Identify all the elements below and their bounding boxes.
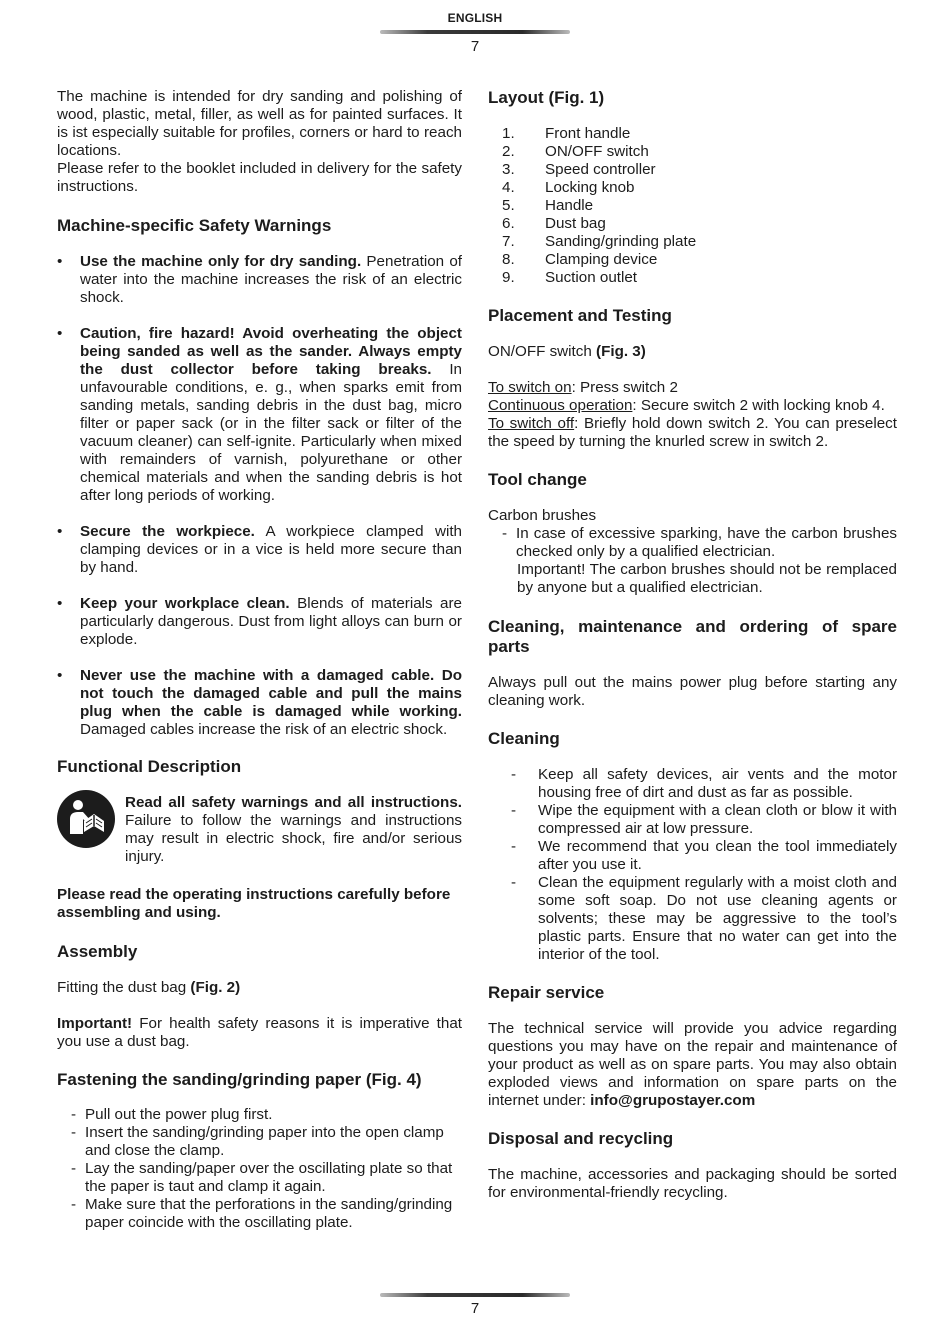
list-item-text: Locking knob <box>545 179 635 196</box>
safety-bullet-dry-sanding <box>57 253 462 307</box>
list-item <box>488 838 897 874</box>
dash-glyph: - <box>511 766 517 783</box>
list-item-text: Insert the sanding/grinding paper into the open clamp and close the clamp. <box>85 1124 444 1159</box>
important-label: Important! <box>57 1015 133 1032</box>
list-item-number: 1. <box>502 125 515 142</box>
safety-bullet-secure-workpiece <box>57 523 462 577</box>
list-item-text: Pull out the power plug first. <box>85 1106 273 1123</box>
onoff-figure-ref: (Fig. 3) <box>596 343 646 360</box>
safety-warnings-heading: Machine-specific Safety Warnings <box>57 216 332 235</box>
list-item <box>488 197 897 215</box>
repair-service-heading: Repair service <box>488 983 605 1002</box>
repair-service-body: The technical service will provide you advice regarding questions you may have on the repair and maintenance of your product as well as on spare parts. You may also obtain exploded views and information on spare parts on the internet under: <box>488 1020 897 1109</box>
operating-instructions-note: Please read the operating instructions carefully before assembling and using. <box>57 886 451 921</box>
list-item-text: Suction outlet <box>545 269 638 286</box>
list-item <box>488 233 897 251</box>
list-item-number: 4. <box>502 179 515 196</box>
header-page-number: 7 <box>470 38 480 55</box>
list-item-text: Dust bag <box>545 215 606 232</box>
repair-service-email: info@grupostayer.com <box>590 1092 756 1109</box>
bullet-glyph: • <box>57 325 63 342</box>
list-item <box>57 1160 462 1196</box>
bullet-glyph: • <box>57 667 63 684</box>
bullet-bold-text: Use the machine only for dry sanding. <box>80 253 362 270</box>
bullet-text: In unfavourable conditions, e. g., when sparks emit from sanding metals, sanding debris in the dust bag, micro filter or paper sack (or in the filter sack or filter of the vacuum cleaner) can self-ignite. Particularly when mixed with remainders of varnish, polyurethane or other chemical materials and when the sanding debris is hot after long periods of working. <box>80 361 462 504</box>
continuous-operation-line <box>488 397 897 415</box>
list-item-number: 6. <box>502 215 515 232</box>
read-manual-icon <box>57 790 115 848</box>
list-item-number: 2. <box>502 143 515 160</box>
onoff-switch-text: ON/OFF switch <box>488 343 597 360</box>
list-item <box>488 251 897 269</box>
bullet-glyph: • <box>57 523 63 540</box>
bullet-bold-text: Keep your workplace clean. <box>80 595 290 612</box>
layout-heading: Layout (Fig. 1) <box>488 88 605 107</box>
switch-on-label: To switch on <box>488 379 572 396</box>
list-item <box>57 1196 462 1232</box>
disposal-recycling-text: The machine, accessories and packaging should be sorted for environmental-friendly recycling. <box>488 1166 897 1201</box>
footer-rule <box>380 1293 570 1297</box>
list-item-text: Handle <box>545 197 594 214</box>
list-item-text: Wipe the equipment with a clean cloth or blow it with compressed air at low pressure. <box>538 802 897 837</box>
intro-paragraph: The machine is intended for dry sanding and polishing of wood, plastic, metal, filler, as well as for painted surfaces. It is ist especially suitable for profiles, corners or hard to reach locations. <box>57 88 462 159</box>
list-item <box>488 215 897 233</box>
cleaning-maintenance-text: Always pull out the mains power plug before starting any cleaning work. <box>488 674 897 709</box>
layout-parts-list <box>488 125 897 287</box>
dust-bag-figure-ref: (Fig. 2) <box>190 979 241 996</box>
bullet-text: Damaged cables increase the risk of an electric shock. <box>80 721 448 738</box>
fastening-steps-list <box>57 1106 462 1232</box>
warning-text: Failure to follow the warnings and instructions may result in electric shock, fire and/or serious injury. <box>125 812 462 865</box>
list-item-text: Speed controller <box>545 161 656 178</box>
list-item-number: 7. <box>502 233 515 250</box>
right-column <box>488 88 897 1202</box>
safety-bullet-fire-hazard <box>57 325 462 505</box>
warning-bold-text: Read all safety warnings and all instructions. <box>125 794 462 811</box>
left-column <box>57 88 462 1232</box>
list-item <box>488 161 897 179</box>
cleaning-heading: Cleaning <box>488 729 560 748</box>
list-item-text: Clamping device <box>545 251 658 268</box>
switch-off-text: : Briefly hold down switch 2. You can preselect the speed by turning the knurled screw in switch 2. <box>488 415 897 450</box>
placement-testing-heading: Placement and Testing <box>488 306 672 325</box>
onoff-switch-line <box>488 343 897 361</box>
list-item-number: 8. <box>502 251 515 268</box>
bullet-glyph: • <box>57 253 63 270</box>
functional-description-heading: Functional Description <box>57 757 242 776</box>
dash-glyph: - <box>71 1160 77 1177</box>
list-item-text: Make sure that the perforations in the sanding/grinding paper coincide with the oscillating plate. <box>85 1196 453 1231</box>
assembly-heading: Assembly <box>57 942 138 961</box>
important-text: For health safety reasons it is imperative that you use a dust bag. <box>57 1015 462 1050</box>
list-item-text: We recommend that you clean the tool immediately after you use it. <box>538 838 897 873</box>
dust-bag-line <box>57 979 462 997</box>
disposal-recycling-heading: Disposal and recycling <box>488 1129 674 1148</box>
fastening-paper-heading: Fastening the sanding/grinding paper (Fig. 4) <box>57 1070 422 1089</box>
dash-glyph: - <box>511 802 517 819</box>
dash-glyph: - <box>511 874 517 891</box>
header-language: ENGLISH <box>447 11 503 25</box>
list-item-number: 5. <box>502 197 515 214</box>
bullet-text: Blends of materials are particularly dangerous. Dust from light alloys can burn or explode. <box>80 595 462 648</box>
tool-change-heading: Tool change <box>488 470 587 489</box>
switch-on-line <box>488 379 897 397</box>
dash-glyph: - <box>71 1196 77 1213</box>
carbon-brushes-item <box>488 525 897 561</box>
list-item <box>488 802 897 838</box>
continuous-operation-text: : Secure switch 2 with locking knob 4. <box>632 397 885 414</box>
dash-glyph: - <box>71 1124 77 1141</box>
intro-booklet-note: Please refer to the booklet included in delivery for the safety instructions. <box>57 160 462 195</box>
important-dust-bag-note <box>57 1015 462 1051</box>
footer-page-number: 7 <box>470 1300 480 1317</box>
list-item-text: Sanding/grinding plate <box>545 233 697 250</box>
bullet-text: A workpiece clamped with clamping devices or in a vice is held more secure than by hand. <box>80 523 462 576</box>
list-item-number: 9. <box>502 269 515 286</box>
carbon-brushes-important: Important! The carbon brushes should not be remplaced by anyone but a qualified electrician. <box>517 561 897 596</box>
carbon-brushes-label: Carbon brushes <box>488 507 597 524</box>
dust-bag-text: Fitting the dust bag <box>57 979 191 996</box>
safety-bullet-damaged-cable <box>57 667 462 739</box>
list-item-text: Front handle <box>545 125 631 142</box>
repair-service-text <box>488 1020 897 1110</box>
list-item <box>488 874 897 964</box>
safety-bullet-clean-workplace <box>57 595 462 649</box>
switch-off-label: To switch off <box>488 415 575 432</box>
dash-glyph: - <box>511 838 517 855</box>
list-item <box>488 125 897 143</box>
bullet-text: Penetration of water into the machine increases the risk of an electric shock. <box>80 253 462 306</box>
switch-operation-instructions <box>488 379 897 451</box>
list-item <box>488 269 897 287</box>
bullet-bold-text: Secure the workpiece. <box>80 523 255 540</box>
dash-glyph: - <box>502 525 508 542</box>
list-item-text: Clean the equipment regularly with a moist cloth and some soft soap. Do not use cleaning agents or solvents; these may be aggressive to the tool’s plastic parts. Ensure that no water can get into the interior of the tool. <box>538 874 897 963</box>
list-item-number: 3. <box>502 161 515 178</box>
list-item <box>488 766 897 802</box>
bullet-bold-text: Never use the machine with a damaged cable. Do not touch the damaged cable and pull the mains plug when the cable is damaged while working. <box>80 667 462 720</box>
header-rule <box>380 30 570 34</box>
dash-glyph: - <box>71 1106 77 1123</box>
bullet-bold-text: Caution, fire hazard! Avoid overheating the object being sanded as well as the sander. Always empty the dust collector before taking breaks. <box>80 325 462 378</box>
switch-off-line <box>488 415 897 451</box>
list-item <box>488 143 897 161</box>
read-instructions-warning <box>57 794 462 866</box>
list-item-text: ON/OFF switch <box>545 143 649 160</box>
cleaning-maintenance-heading: Cleaning, maintenance and ordering of spare parts <box>488 617 897 656</box>
list-item-text: Keep all safety devices, air vents and the motor housing free of dirt and dust as far as possible. <box>538 766 897 801</box>
switch-on-text: : Press switch 2 <box>571 379 678 396</box>
list-item-text: Lay the sanding/paper over the oscillating plate so that the paper is taut and clamp it again. <box>85 1160 453 1195</box>
continuous-operation-label: Continuous operation <box>488 397 633 414</box>
bullet-glyph: • <box>57 595 63 612</box>
list-item <box>57 1124 462 1160</box>
list-item-text: In case of excessive sparking, have the carbon brushes checked only by a qualified electrician. <box>516 525 897 560</box>
cleaning-list <box>488 766 897 964</box>
list-item <box>488 179 897 197</box>
list-item <box>57 1106 462 1124</box>
